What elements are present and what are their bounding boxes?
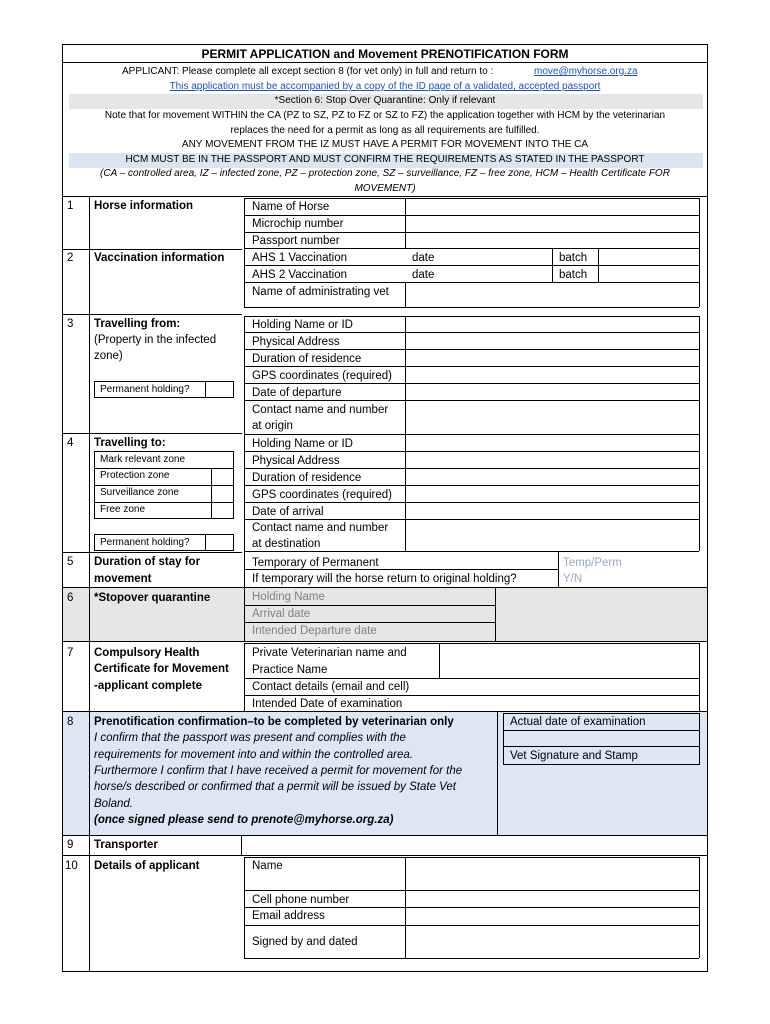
destination-permanent-input[interactable] (206, 535, 233, 550)
destination-duration-label: Duration of residence (252, 472, 362, 484)
ahs1-date-input[interactable] (460, 249, 551, 264)
section-1-number: 1 (67, 200, 74, 212)
section-10-label: Details of applicant (94, 860, 200, 872)
actual-exam-date-input[interactable] (504, 731, 699, 745)
section-5-number: 5 (67, 556, 74, 568)
movement-note-line2: replaces the need for a permit as long as all requirements are fulfilled. (230, 125, 540, 136)
ahs1-label: AHS 1 Vaccination (252, 252, 348, 264)
section-3-label: Travelling from: (94, 318, 181, 330)
origin-duration-label: Duration of residence (252, 353, 362, 365)
destination-contact-label-2: at destination (252, 538, 321, 550)
section-5-label-1: Duration of stay for (94, 556, 201, 568)
origin-permanent-label: Permanent holding? (100, 384, 190, 395)
protection-zone-checkbox[interactable] (212, 469, 233, 484)
section-2-label: Vaccination information (94, 252, 225, 264)
origin-gps-label: GPS coordinates (required) (252, 370, 392, 382)
origin-gps-input[interactable] (406, 367, 698, 382)
stopover-arrival-label: Arrival date (252, 608, 311, 620)
iz-note: ANY MOVEMENT FROM THE IZ MUST HAVE A PERMIT FOR MOVEMENT INTO THE CA (181, 139, 589, 150)
free-zone-label: Free zone (100, 504, 146, 515)
section-7-label-2: Certificate for Movement (94, 663, 229, 675)
abbreviations-line1: (CA – controlled area, IZ – infected zone, PZ – protection zone, SZ – surveillance, FZ – free zone, HCM – Health Certificate FOR (100, 168, 670, 179)
private-vet-input[interactable] (440, 644, 698, 677)
section-8-line-4: horse/s described or confirmed that a permit will be issued by State Vet (94, 781, 456, 793)
destination-contact-label: Contact name and number (252, 522, 389, 534)
email-address-label: Email address (252, 910, 325, 922)
section-8-line-3: Furthermore I confirm that I have received a permit for movement for the (94, 765, 463, 777)
section-8-line-2: requirements for movement into and within the controlled area. (94, 749, 413, 761)
applicant-note: APPLICANT: Please complete all except section 8 (for vet only) in full and return to : (122, 66, 494, 77)
private-vet-label: Private Veterinarian name and (252, 647, 407, 659)
surveillance-zone-checkbox[interactable] (212, 486, 233, 501)
section-7-label-1: Compulsory Health (94, 647, 200, 659)
microchip-input[interactable] (406, 216, 698, 231)
return-yn-input[interactable]: Y/N (563, 573, 583, 585)
mark-zone-label: Mark relevant zone (100, 454, 186, 465)
section-3-sub1: (Property in the infected (94, 334, 217, 346)
email-address-input[interactable] (406, 908, 698, 924)
protection-zone-label: Protection zone (100, 470, 170, 481)
ahs1-date-label: date (412, 252, 435, 264)
destination-duration-input[interactable] (406, 469, 698, 484)
section-10-number: 10 (65, 860, 78, 872)
destination-address-input[interactable] (406, 452, 698, 467)
section-9-label: Transporter (94, 839, 158, 851)
origin-duration-input[interactable] (406, 350, 698, 365)
section-5-label-2: movement (94, 573, 152, 585)
origin-contact-label: Contact name and number (252, 404, 389, 416)
form-title: PERMIT APPLICATION and Movement PRENOTIFICATION FORM (201, 47, 569, 61)
email-link[interactable]: move@myhorse.org.za (534, 66, 638, 77)
section-8-send-note: (once signed please send to prenote@myhorse.org.za) (94, 814, 394, 826)
origin-contact-label-2: at origin (252, 420, 293, 432)
passport-note[interactable]: This application must be accompanied by a copy of the ID page of a validated, accepted passport (169, 81, 601, 92)
section-9-number: 9 (67, 839, 74, 851)
signed-dated-label: Signed by and dated (252, 936, 358, 948)
cell-phone-label: Cell phone number (252, 894, 350, 906)
section6-note: *Section 6: Stop Over Quarantine: Only if relevant (274, 95, 496, 106)
stopover-departure-input[interactable] (496, 623, 707, 640)
section-7-label-3: -applicant complete (94, 680, 202, 692)
departure-date-label: Date of departure (252, 387, 342, 399)
temporary-permanent-question: Temporary of Permanent (252, 557, 379, 569)
applicant-name-label: Name (252, 860, 283, 872)
origin-address-input[interactable] (406, 333, 698, 348)
contact-details-label: Contact details (email and cell) (252, 681, 410, 693)
examination-date-label: Intended Date of examination (252, 698, 403, 710)
origin-permanent-input[interactable] (206, 382, 233, 397)
arrival-date-input[interactable] (406, 503, 698, 518)
cell-phone-input[interactable] (406, 891, 698, 906)
horse-name-input[interactable] (406, 199, 698, 214)
section-8-line-1: I confirm that the passport was present and complies with the (94, 732, 406, 744)
ahs2-date-label: date (412, 269, 435, 281)
surveillance-zone-label: Surveillance zone (100, 487, 179, 498)
section-3-number: 3 (67, 318, 74, 330)
section-3-sub2: zone) (94, 350, 123, 362)
passport-number-input[interactable] (406, 233, 698, 247)
destination-holding-label: Holding Name or ID (252, 438, 353, 450)
section-8-line-5: Boland. (94, 798, 134, 810)
destination-gps-label: GPS coordinates (required) (252, 489, 392, 501)
section-8-title: Prenotification confirmation–to be completed by veterinarian only (94, 716, 454, 728)
passport-number-label: Passport number (252, 235, 340, 247)
free-zone-checkbox[interactable] (212, 503, 233, 518)
administrating-vet-label: Name of administrating vet (252, 286, 389, 298)
ahs1-batch-input[interactable] (599, 249, 698, 264)
section-7-number: 7 (67, 647, 74, 659)
microchip-label: Microchip number (252, 218, 344, 230)
section-6-label: *Stopover quarantine (94, 592, 211, 604)
vet-signature-label: Vet Signature and Stamp (510, 750, 638, 762)
abbreviations-line2: MOVEMENT) (354, 183, 416, 194)
administrating-vet-input[interactable] (406, 283, 698, 306)
section-8-number: 8 (67, 716, 74, 728)
horse-name-label: Name of Horse (252, 201, 330, 213)
signed-dated-input[interactable] (406, 926, 698, 957)
practice-name-label: Practice Name (252, 664, 328, 676)
stopover-departure-label: Intended Departure date (252, 625, 377, 637)
origin-holding-input[interactable] (406, 317, 698, 332)
section-6-number: 6 (67, 592, 74, 604)
ahs2-date-input[interactable] (460, 266, 551, 281)
destination-holding-input[interactable] (406, 435, 698, 450)
actual-exam-date-label: Actual date of examination (510, 716, 646, 728)
origin-contact-input[interactable] (406, 401, 698, 433)
ahs1-batch-label: batch (559, 252, 588, 264)
temp-perm-input[interactable]: Temp/Perm (563, 557, 622, 569)
origin-address-label: Physical Address (252, 336, 340, 348)
hcm-note: HCM MUST BE IN THE PASSPORT AND MUST CONFIRM THE REQUIREMENTS AS STATED IN THE PASSPORT (125, 154, 645, 165)
transporter-input[interactable] (242, 836, 707, 854)
movement-note-line1: Note that for movement WITHIN the CA (PZ to SZ, PZ to FZ or SZ to FZ) the application together with HCM by the veterinarian (104, 110, 666, 121)
destination-address-label: Physical Address (252, 455, 340, 467)
ahs2-batch-label: batch (559, 269, 588, 281)
destination-gps-input[interactable] (406, 486, 698, 501)
ahs2-batch-input[interactable] (599, 266, 698, 281)
origin-holding-label: Holding Name or ID (252, 319, 353, 331)
destination-contact-input[interactable] (406, 520, 698, 550)
ahs2-label: AHS 2 Vaccination (252, 269, 348, 281)
section-2-number: 2 (67, 252, 74, 264)
return-holding-question: If temporary will the horse return to original holding? (252, 573, 517, 585)
departure-date-input[interactable] (406, 384, 698, 399)
applicant-name-input[interactable] (406, 858, 698, 889)
destination-permanent-label: Permanent holding? (100, 537, 190, 548)
section-4-number: 4 (67, 437, 74, 449)
section-1-label: Horse information (94, 200, 194, 212)
stopover-arrival-input[interactable] (496, 606, 707, 621)
stopover-holding-input[interactable] (496, 588, 707, 604)
section-4-label: Travelling to: (94, 437, 166, 449)
arrival-date-label: Date of arrival (252, 506, 324, 518)
stopover-holding-label: Holding Name (252, 591, 325, 603)
